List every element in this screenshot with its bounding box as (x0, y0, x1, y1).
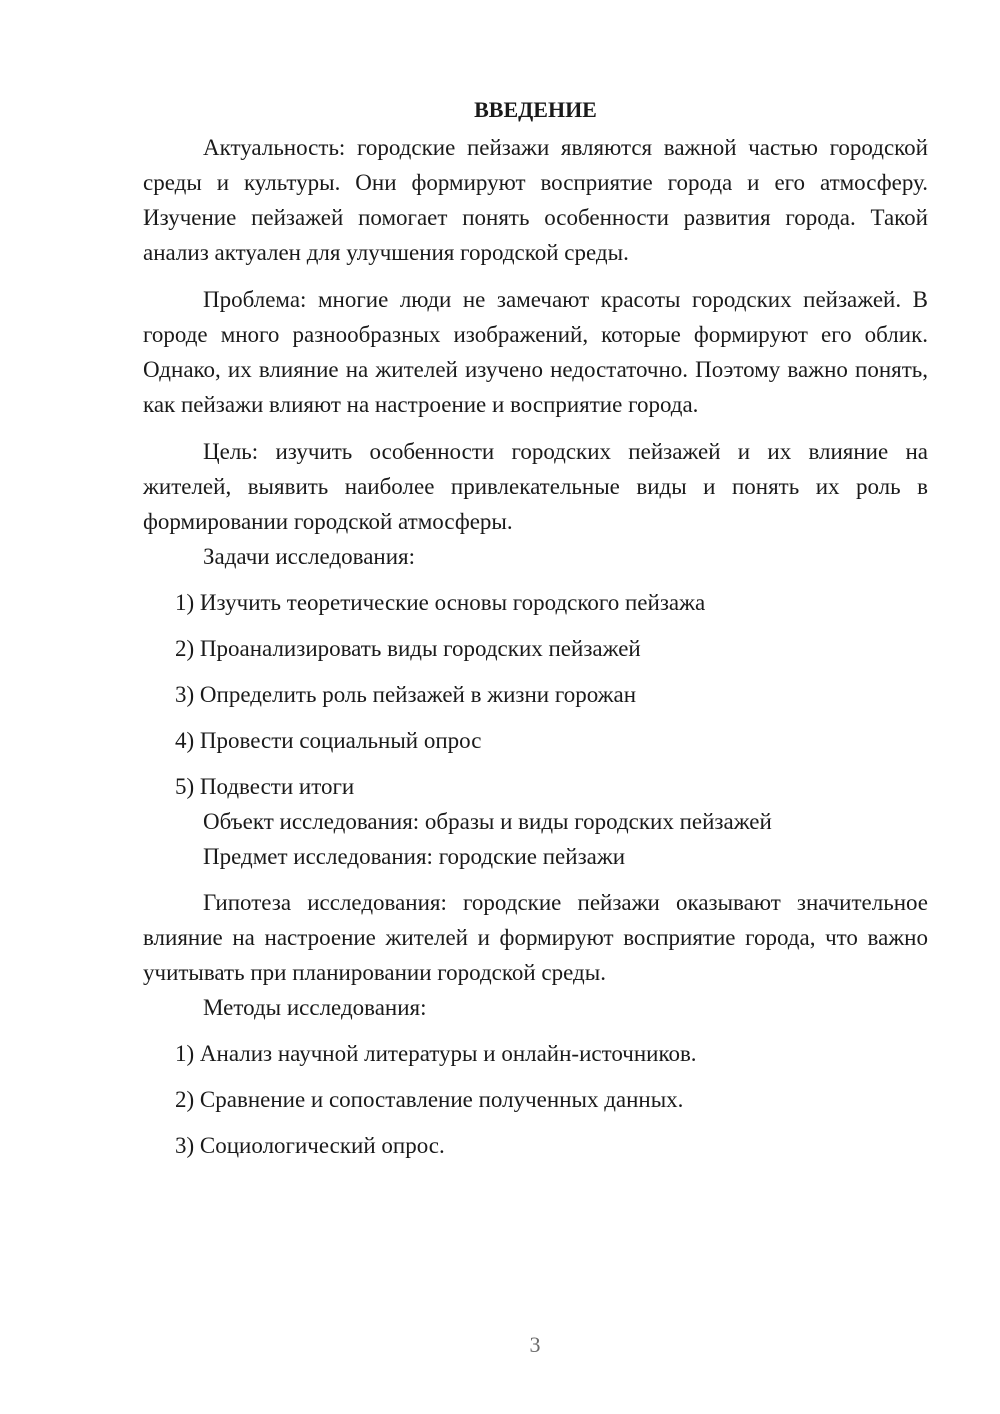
task-item: 1) Изучить теоретические основы городского пейзажа (175, 590, 706, 615)
paragraph-hypothesis: Гипотеза исследования: городские пейзажи оказывают значительное влияние на настроение жителей и формируют восприятие города, что важно учитывать при планировании городской среды. (143, 890, 928, 985)
paragraph-relevance: Актуальность: городские пейзажи являются важной частью городской среды и культуры. Они формируют восприятие города и его атмосферу. Изучение пейзажей помогает понять особенности развития города. Такой анализ актуален для улучшения городской среды. (143, 135, 928, 265)
task-item: 3) Определить роль пейзажей в жизни горожан (175, 682, 637, 707)
research-subject: Предмет исследования: городские пейзажи (203, 844, 626, 869)
task-item: 5) Подвести итоги (175, 774, 355, 799)
section-heading: ВВЕДЕНИЕ (474, 97, 597, 122)
paragraph-problem: Проблема: многие люди не замечают красоты городских пейзажей. В городе много разнообразных изображений, которые формируют его облик. Однако, их влияние на жителей изучено недостаточно. Поэтому важно понять, как пейзажи влияют на настроение и восприятие города. (143, 287, 928, 417)
paragraph-goal: Цель: изучить особенности городских пейзажей и их влияние на жителей, выявить наиболее привлекательные виды и понять их роль в формировании городской атмосферы. (143, 439, 928, 534)
tasks-title: Задачи исследования: (203, 544, 416, 569)
methods-title: Методы исследования: (203, 995, 427, 1020)
research-object: Объект исследования: образы и виды городских пейзажей (203, 809, 772, 834)
page-number: 3 (529, 1332, 541, 1357)
method-item: 2) Сравнение и сопоставление полученных данных. (175, 1087, 684, 1112)
task-item: 2) Проанализировать виды городских пейзажей (175, 636, 641, 661)
task-item: 4) Провести социальный опрос (175, 728, 482, 753)
method-item: 1) Анализ научной литературы и онлайн-источников. (175, 1041, 697, 1066)
document-body (143, 94, 928, 1163)
method-item: 3) Социологический опрос. (175, 1133, 445, 1158)
